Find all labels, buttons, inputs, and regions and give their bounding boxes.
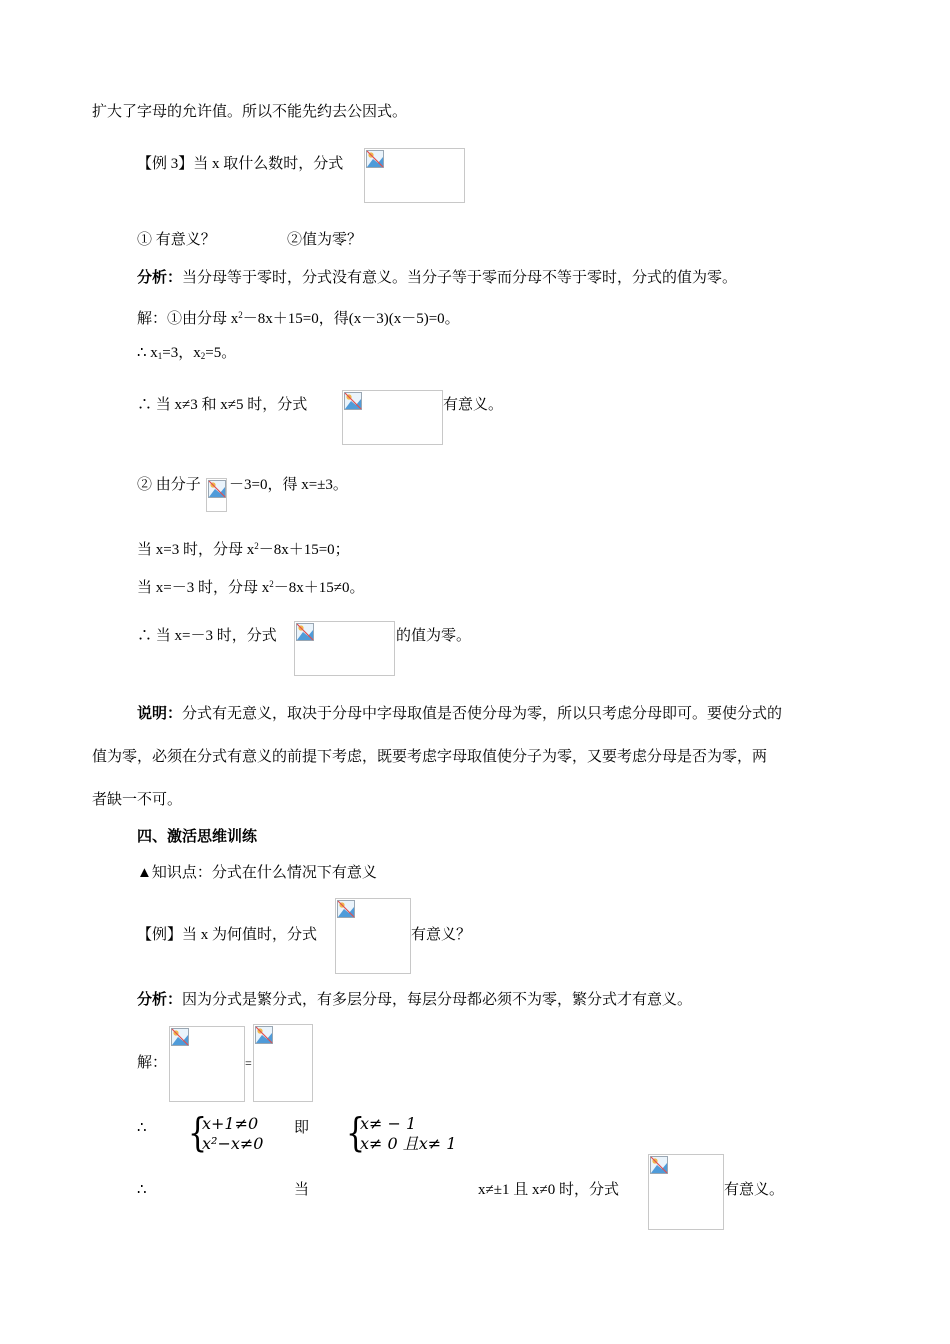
inequality-system-2 — [346, 1110, 476, 1160]
formula-image — [169, 1026, 245, 1102]
example-3-heading: 【例 3】当 x 取什么数时，分式 — [137, 156, 344, 172]
formula-image — [294, 621, 395, 676]
note-line-2: 值为零，必须在分式有意义的前提下考虑，既要考虑字母取值使分子为零，又要考虑分母是否为零，两 — [92, 749, 768, 765]
text: －3=0，得 x=±3。 — [229, 477, 348, 493]
therefore-line-2: ∴ 当 x≠3 和 x≠5 时，分式 — [137, 397, 308, 413]
text: 有意义。 — [724, 1182, 785, 1198]
therefore-symbol: ∴ — [137, 1182, 147, 1198]
superscript: 2 — [254, 541, 259, 551]
text: 分式有无意义，取决于分母中字母取值是否使分母为零，所以只考虑分母即可。要使分式的 — [182, 706, 783, 722]
system-line: x≠ 0 且x≠ 1 — [360, 1134, 457, 1153]
question-1: ① 有意义？ — [137, 232, 216, 248]
text: 的值为零。 — [396, 628, 472, 644]
superscript: 2 — [238, 310, 243, 320]
broken-image-icon — [366, 150, 384, 168]
analysis-line-2 — [137, 990, 692, 1010]
subscript: 1 — [157, 351, 163, 361]
brace: { — [188, 1110, 208, 1157]
text: －8x＋15≠0。 — [273, 580, 365, 596]
text: =5。 — [205, 345, 237, 361]
text: 当 x=－3 时，分母 x — [137, 580, 270, 596]
formula-image — [206, 478, 227, 512]
broken-image-icon — [255, 1026, 273, 1044]
broken-image-icon — [344, 392, 362, 410]
note-line-1 — [137, 704, 782, 724]
analysis-line — [137, 268, 737, 288]
text: 因为分式是繁分式，有多层分母，每层分母都必须不为零，繁分式才有意义。 — [182, 992, 693, 1008]
dang-text: 当 — [294, 1182, 310, 1198]
case-2-line: ② 由分子 — [137, 477, 201, 493]
analysis-label: 分析： — [137, 270, 183, 286]
therefore-line-1 — [137, 343, 236, 366]
formula-image — [342, 390, 443, 445]
inequality-system-1 — [188, 1110, 288, 1160]
formula-image — [253, 1024, 313, 1102]
conclusion-text: x≠±1 且 x≠0 时，分式 — [478, 1182, 619, 1198]
analysis-label: 分析： — [137, 992, 183, 1008]
note-line-3: 者缺一不可。 — [92, 792, 183, 808]
ji-text: 即 — [294, 1120, 310, 1136]
question-2: ②值为零？ — [287, 232, 363, 248]
therefore-symbol: ∴ — [137, 1120, 147, 1136]
therefore-line-3: ∴ 当 x=－3 时，分式 — [137, 628, 277, 644]
text: 解：①由分母 x — [137, 311, 239, 327]
broken-image-icon — [296, 623, 314, 641]
example-heading: 【例】当 x 为何值时，分式 — [137, 927, 318, 943]
formula-image — [648, 1154, 724, 1230]
subscript: 2 — [200, 351, 206, 361]
analysis-text: 当分母等于零时，分式没有意义。当分子等于零而分母不等于零时，分式的值为零。 — [182, 270, 738, 286]
knowledge-point: ▲知识点：分式在什么情况下有意义 — [137, 865, 377, 881]
text: 当 x=3 时，分母 x — [137, 542, 255, 558]
system-line: x+1≠0 — [202, 1114, 259, 1133]
formula-image — [364, 148, 465, 203]
system-line: x²−x≠0 — [202, 1134, 264, 1153]
broken-image-icon — [208, 480, 226, 498]
broken-image-icon — [337, 900, 355, 918]
solution-label: 解： — [137, 1055, 168, 1071]
note-label: 说明： — [137, 706, 183, 722]
text: =3，x — [162, 345, 201, 361]
text: ∴ x — [137, 345, 158, 361]
when-x-3-line — [137, 536, 350, 560]
brace: { — [346, 1110, 366, 1157]
text: 有意义。 — [443, 397, 504, 413]
equals-sign: = — [245, 1056, 252, 1070]
superscript: 2 — [269, 579, 274, 589]
text-line: 扩大了字母的允许值。所以不能先约去公因式。 — [92, 104, 408, 120]
solution-line-1 — [137, 305, 460, 329]
when-x-minus-3-line — [137, 574, 364, 598]
broken-image-icon — [171, 1028, 189, 1046]
text: －8x＋15=0，得(x－3)(x－5)=0。 — [242, 311, 460, 327]
text: 有意义？ — [411, 927, 472, 943]
section-heading: 四、激活思维训练 — [137, 829, 258, 845]
broken-image-icon — [650, 1156, 668, 1174]
text: －8x＋15=0； — [258, 542, 350, 558]
system-line: x≠ − 1 — [360, 1114, 417, 1133]
formula-image — [335, 898, 411, 974]
